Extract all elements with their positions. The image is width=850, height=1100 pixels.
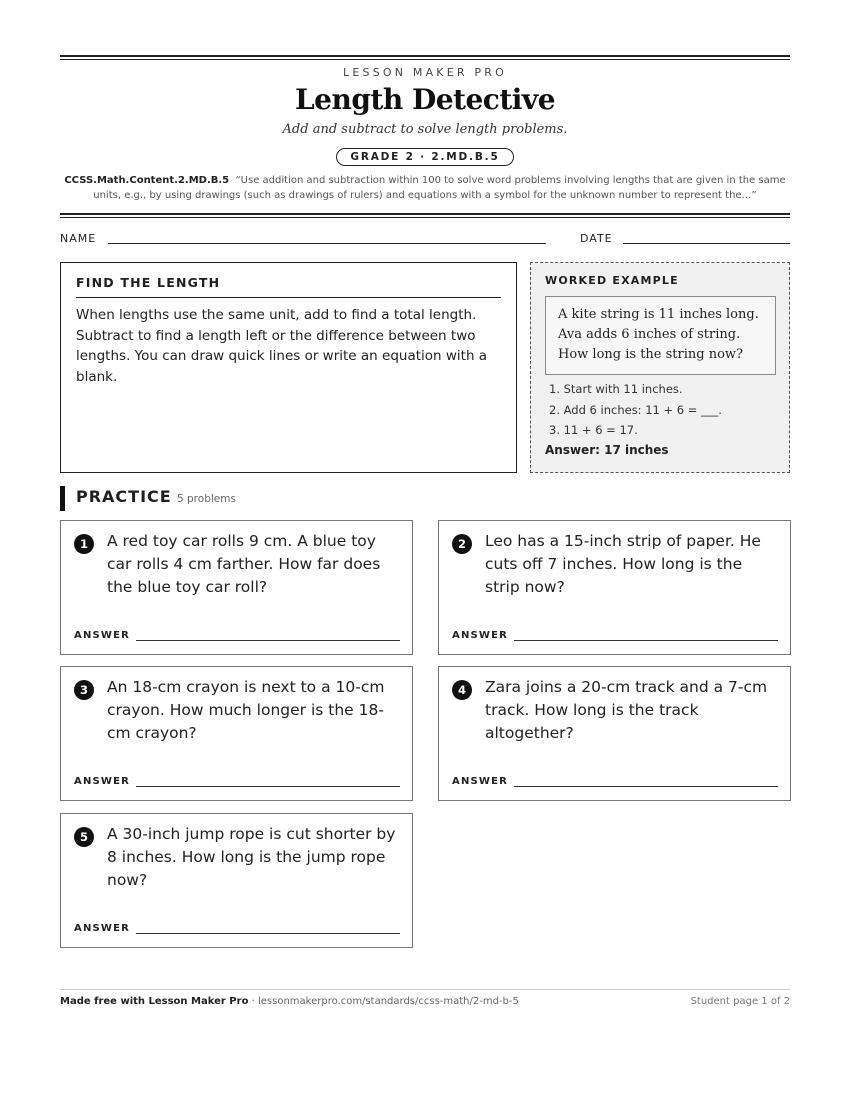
standard-text: “Use addition and subtraction within 100 to solve word problems involving lengths that are given in the same units, e.g., by using drawings (such as drawings of rulers) and equations with a symbol for the unknown number to represent the…” [93,175,786,201]
answer-label: ANSWER [452,630,509,641]
worked-example-problem: A kite string is 11 inches long. Ava adds 6 inches of string. How long is the string now? [545,296,776,375]
footer-page-number: Student page 1 of 2 [690,996,790,1007]
answer-field[interactable] [136,640,400,641]
footer-url[interactable]: · lessonmakerpro.com/standards/ccss-math/2-md-b-5 [248,996,519,1007]
worked-example-step: 3. 11 + 6 = 17. [549,423,638,437]
brand-name: LESSON MAKER PRO [343,66,507,79]
date-label: DATE [580,232,613,245]
problem-card-4 [438,666,791,801]
answer-label: ANSWER [74,630,131,641]
problem-number-badge: 3 [74,680,94,700]
practice-heading: PRACTICE [76,487,172,506]
worked-example-step: 1. Start with 11 inches. [549,382,683,396]
find-the-length-body: When lengths use the same unit, add to find a total length. Subtract to find a length left or the difference between two lengths. You can draw quick lines or write an equation with a blank. [76,307,488,385]
standard-description [60,173,790,203]
header-top-rule [60,55,790,60]
problem-text: A 30-inch jump rope is cut shorter by 8 inches. How long is the jump rope now? [107,825,396,889]
name-label: NAME [60,232,97,245]
answer-label: ANSWER [452,776,509,787]
worked-example-answer: Answer: 17 inches [545,443,669,457]
problem-number-badge: 1 [74,534,94,554]
problem-number-badge: 5 [74,827,94,847]
answer-label: ANSWER [74,776,131,787]
problem-card-5 [60,813,413,948]
answer-field[interactable] [514,640,778,641]
problem-text: Zara joins a 20-cm track and a 7-cm track. How long is the track altogether? [485,678,768,742]
find-the-length-heading: FIND THE LENGTH [76,275,501,298]
problem-card-2 [438,520,791,655]
header-bottom-rule [60,213,790,218]
practice-count: 5 problems [177,493,236,505]
problem-text: A red toy car rolls 9 cm. A blue toy car rolls 4 cm farther. How far does the blue toy car roll? [107,532,381,596]
answer-field[interactable] [136,933,400,934]
problem-text: Leo has a 15-inch strip of paper. He cuts off 7 inches. How long is the strip now? [485,532,761,596]
worked-example-step: 2. Add 6 inches: 11 + 6 = ___. [549,402,722,417]
practice-accent-bar [60,486,65,511]
footer-divider [60,989,790,990]
date-field[interactable] [623,243,790,244]
problem-card-1 [60,520,413,655]
answer-label: ANSWER [74,923,131,934]
footer-credit [60,996,519,1007]
name-field[interactable] [108,243,546,244]
standard-code: CCSS.Math.Content.2.MD.B.5 [64,175,230,186]
problem-text: An 18-cm crayon is next to a 10-cm crayon. How much longer is the 18-cm crayon? [107,678,385,742]
page-title: Length Detective [294,83,556,116]
grade-badge: GRADE 2 · 2.MD.B.5 [336,148,513,166]
worked-example-heading: WORKED EXAMPLE [545,274,679,287]
problem-number-badge: 4 [452,680,472,700]
answer-field[interactable] [514,786,778,787]
worked-example-card [530,262,790,473]
answer-field[interactable] [136,786,400,787]
page-subtitle: Add and subtract to solve length problems. [282,122,568,137]
footer-made-with: Made free with Lesson Maker Pro [60,996,249,1007]
problem-number-badge: 2 [452,534,472,554]
find-the-length-card [60,262,517,473]
grade-badge-wrap [60,145,790,166]
problem-card-3 [60,666,413,801]
worked-example-steps [549,379,722,441]
